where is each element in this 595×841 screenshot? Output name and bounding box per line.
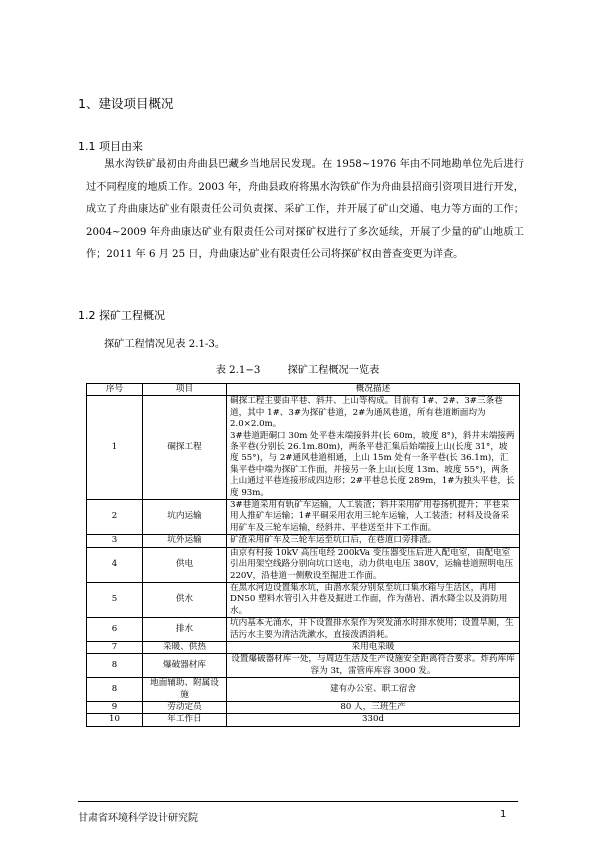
row-description: 坑内基本无涌水，井下设置排水泵作为突发涌水时排水使用；设置旱厕，生活污水主要为清洁洗漱水，直接泼洒消耗。 <box>227 618 520 642</box>
row-description: 矿渣采用矿车及三轮车运至坑口后，在巷道口旁排渣。 <box>227 535 520 547</box>
table-reference-text: 探矿工程情况见表 2.1-3。 <box>104 339 226 350</box>
footer-organization: 甘肃省环境科学设计研究院 <box>78 813 198 824</box>
row-description: 建有办公室、职工宿舍 <box>227 678 520 702</box>
table-row <box>87 396 520 500</box>
row-item: 硐探工程 <box>143 396 227 500</box>
row-description: 采用电采暖 <box>227 641 520 653</box>
row-item: 爆破器材库 <box>143 654 227 678</box>
footer-divider <box>78 801 518 802</box>
row-item: 供电 <box>143 547 227 582</box>
header-desc: 概况描述 <box>227 384 520 396</box>
row-number: 10 <box>87 714 143 726</box>
row-number: 4 <box>87 547 143 582</box>
row-item: 坑外运输 <box>143 535 227 547</box>
table-row <box>87 701 520 713</box>
table-caption <box>0 361 595 376</box>
header-no: 序号 <box>87 384 143 396</box>
origin-paragraph-text: 黑水沟铁矿最初由舟曲县巴藏乡当地居民发现。在 1958~1976 年由不同地勘单位先后进行过不同程度的地质工作。2003 年，舟曲县政府将黑水沟铁矿作为舟曲县招商引资项目进行开发，成立了舟曲康达矿业有限责任公司负责探、采矿工作，并开展了矿山交通、电力等方面的工作；2004~2009 年舟曲康达矿业有限责任公司对探矿权进行了多次延续，开展了少量的矿山地质工作；2011 年 6 月 25 日，舟曲康达矿业有限责任公司将探矿权由普查变更为详查。 <box>86 159 524 261</box>
row-description: 3#巷道采用有轨矿车运输，人工装渣；斜井采用矿用卷扬机提升；平巷采用人推矿车运输；1#平硐采用农用三轮车运输，人工装渣；材料及设备采用矿车及三轮车运输，经斜井、平巷送至井下工作面。 <box>227 500 520 535</box>
footer-page-number: 1 <box>500 809 507 820</box>
row-description: 在黑水河边设置集水坑，由潜水泵分别泵至坑口集水箱与生活区，再用 DN50 塑料水管引入井巷及掘进工作面，作为凿岩、洒水降尘以及消防用水。 <box>227 582 520 617</box>
table-row <box>87 654 520 678</box>
row-number: 8 <box>87 678 143 702</box>
table-row <box>87 714 520 726</box>
subsection-heading-exploration: 1.2 探矿工程概况 <box>78 309 165 322</box>
header-item: 项目 <box>143 384 227 396</box>
row-description: 硐探工程主要由平巷、斜井、上山等构成。目前有 1#、2#、3#三条巷道，其中 1#、3#为探矿巷道，2#为通风巷道，所有巷道断面均为 2.0×2.0m。 3#巷道距硐口 30m 处平巷末端接斜井(长 60m，坡度 8°)，斜井末端接两条平巷(分别长 26.1m.80m)，两条平巷汇集后始端接上山(长度 31°，坡度 55°)，与 2#通风巷道相通，上山 15m 处有一条平巷(长 36.1m)，汇集平巷中端为探矿工作面，并接另一条上山(长度 13m、坡度 55°)，两条上山通过平巷连接形成四边形；2#平巷总长度 289m，1#为独头平巷，长度 93m。 <box>227 396 520 500</box>
row-number: 6 <box>87 618 143 642</box>
table-row <box>87 582 520 617</box>
row-item: 供水 <box>143 582 227 617</box>
row-item: 排水 <box>143 618 227 642</box>
row-description: 设置爆破器材库一处，与周边生活及生产设施安全距离符合要求。炸药库库容为 3t，雷管库库容 3000 发。 <box>227 654 520 678</box>
exploration-table <box>86 383 520 727</box>
table-row <box>87 500 520 535</box>
table-header-row <box>87 384 520 396</box>
table-caption-number: 表 2.1−3 <box>215 365 261 376</box>
table-caption-title: 探矿工程概况一览表 <box>287 365 380 376</box>
table-row <box>87 547 520 582</box>
row-item: 劳动定员 <box>143 701 227 713</box>
row-item: 采暖、供热 <box>143 641 227 653</box>
table-row <box>87 535 520 547</box>
row-number: 3 <box>87 535 143 547</box>
row-item: 地面辅助、附属设施 <box>143 678 227 702</box>
row-number: 1 <box>87 396 143 500</box>
table-row <box>87 678 520 702</box>
row-number: 2 <box>87 500 143 535</box>
row-item: 坑内运输 <box>143 500 227 535</box>
subsection-heading-origin: 1.1 项目由来 <box>78 140 143 153</box>
origin-paragraph <box>86 154 524 267</box>
section-heading: 1、建设项目概况 <box>78 96 174 111</box>
row-number: 8 <box>87 654 143 678</box>
table-row <box>87 618 520 642</box>
row-number: 5 <box>87 582 143 617</box>
row-description: 330d <box>227 714 520 726</box>
row-item: 年工作日 <box>143 714 227 726</box>
table-row <box>87 641 520 653</box>
row-description: 80 人，三班生产 <box>227 701 520 713</box>
row-description: 由京有村接 10kV 高压电经 200kVa 变压器变压后进入配电室，由配电室引出用架空线路分别向坑口送电，动力供电电压 380V，运输巷道照明电压 220V，沿巷道一侧敷设至掘进工作面。 <box>227 547 520 582</box>
row-number: 9 <box>87 701 143 713</box>
row-number: 7 <box>87 641 143 653</box>
